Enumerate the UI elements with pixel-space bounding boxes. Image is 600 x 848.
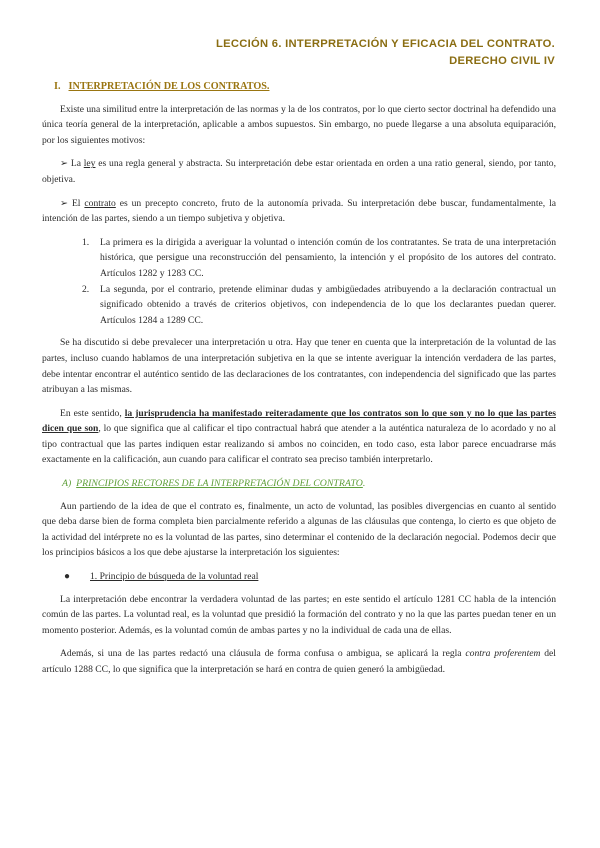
principle-title: 1. Principio de búsqueda de la voluntad real bbox=[90, 571, 259, 583]
paragraph-debate: Se ha discutido si debe prevalecer una interpretación u otra. Hay que tener en cuenta que la interpretación de la voluntad de las partes, incluso cuando hablamos de una interpretación subjetiva en la que se intente averiguar la intención verdadera de las partes, debe intentar encontrar el auténtico sentido de las declaraciones de los contratantes, con independencia del significado que las partes atribuyan a las mismas. bbox=[42, 337, 556, 396]
bullet-dot-icon: ● bbox=[64, 571, 71, 583]
list-text: La primera es la dirigida a averiguar la voluntad o intención común de los contratantes. Se trata de una interpretación histórica, que persigue una reconstrucción del pensamiento, la intención y el propósito de los autores del contrato. Artículos 1282 y 1283 CC. bbox=[100, 236, 556, 279]
paragraph-contra-proferentem bbox=[42, 646, 556, 677]
list-number: 1. bbox=[82, 236, 90, 248]
paragraph-intro: Existe una similitud entre la interpretación de las normas y la de los contratos, por lo que cierto sector doctrinal ha defendido una única teoría general de la interpretación, aplicable a ambos supuestos. Sin embargo, no puede llegarse a una absoluta equiparación, por los siguientes motivos: bbox=[42, 103, 556, 146]
section-number: I. bbox=[54, 81, 61, 92]
term-contrato: contrato bbox=[84, 197, 116, 209]
paragraph-text: El bbox=[68, 197, 85, 209]
arrow-bullet-icon: ➢ bbox=[60, 158, 69, 170]
paragraph-voluntad-real: La interpretación debe encontrar la verdadera voluntad de las partes; en este sentido el artículo 1281 CC habla de la intención común de las partes. La voluntad real, es la voluntad que presidió la formación del contrato y no la que las partes puedan tener en un momento posterior. Además, es la voluntad común de ambas partes y no la individual de cada una de ellas. bbox=[42, 593, 556, 636]
paragraph-text: Además, si una de las partes redactó una cláusula de forma confusa o ambigua, se aplicará la regla bbox=[60, 648, 466, 660]
paragraph-principios: Aun partiendo de la idea de que el contrato es, finalmente, un acto de voluntad, las posibles divergencias en cuanto al sentido que deba darse bien de forma completa bien parcialmente referido a algunas de las cláusulas que contenga, lo cierto es que objeto de la actividad del intérprete no es la voluntad de las partes, sino determinar el contenido de la declaración negocial. Podemos decir que los principios básicos a los que debe ajustarse la interpretación los siguientes: bbox=[42, 500, 556, 559]
list-item bbox=[42, 282, 556, 329]
paragraph-text: del artículo 1288 CC, lo que significa que la interpretación se hará en contra de quien generó la ambigüedad. bbox=[42, 648, 556, 675]
paragraph-text: es una regla general y abstracta. Su interpretación debe estar orientada en orden a una ratio general, siendo, por tanto, objetiva. bbox=[42, 158, 556, 185]
numbered-list bbox=[42, 235, 556, 329]
paragraph-text: En este sentido, bbox=[60, 407, 125, 419]
paragraph-ley bbox=[42, 156, 556, 187]
section-title: INTERPRETACIÓN DE LOS CONTRATOS. bbox=[68, 81, 270, 92]
principle-bullet bbox=[42, 569, 556, 585]
subsection-title: PRINCIPIOS RECTORES DE LA INTERPRETACIÓN DEL CONTRATO bbox=[76, 478, 363, 490]
subsection-heading bbox=[62, 476, 556, 492]
subsection-letter: A) bbox=[62, 478, 72, 490]
latin-term: contra proferentem bbox=[465, 648, 541, 660]
arrow-bullet-icon: ➢ bbox=[60, 197, 69, 209]
section-heading bbox=[54, 79, 556, 95]
list-item bbox=[42, 235, 556, 282]
paragraph-text: es un precepto concreto, fruto de la autonomía privada. Su interpretación debe buscar, fundamentalmente, la intención de las partes, siendo a un tiempo subjetiva y objetiva. bbox=[42, 197, 556, 225]
subsection-dot: . bbox=[362, 478, 366, 490]
paragraph-contrato bbox=[42, 196, 556, 227]
paragraph-text: La bbox=[68, 158, 84, 170]
header-title: LECCIÓN 6. INTERPRETACIÓN Y EFICACIA DEL CONTRATO. bbox=[215, 38, 555, 50]
header-subject: DERECHO CIVIL IV bbox=[449, 55, 555, 67]
paragraph-text: , lo que significa que al calificar el tipo contractual habrá que atender a la auténtica naturaleza de lo acordado y no al tipo contractual que las partes indiquen estar realizando si ambos no coinciden, en todo caso, esta labor parece encuadrarse más exactamente en la calificación, aun cuando para calificar el contrato sea preciso también interpretarlo. bbox=[42, 423, 556, 466]
page-header bbox=[216, 36, 555, 70]
paragraph-jurisprudencia bbox=[42, 406, 556, 468]
document-body bbox=[42, 79, 556, 686]
term-ley: ley bbox=[83, 158, 96, 170]
jurisprudence-highlight: la jurisprudencia ha manifestado reiteradamente que los contratos son lo que son y no lo que las partes dicen que son bbox=[42, 407, 556, 435]
list-text: La segunda, por el contrario, pretende eliminar dudas y ambigüedades atribuyendo a la declaración contractual un significado obtenido a través de criterios objetivos, con independencia de lo que los declarantes puedan querer. Artículos 1284 a 1289 CC. bbox=[100, 283, 556, 326]
list-number: 2. bbox=[82, 283, 90, 295]
